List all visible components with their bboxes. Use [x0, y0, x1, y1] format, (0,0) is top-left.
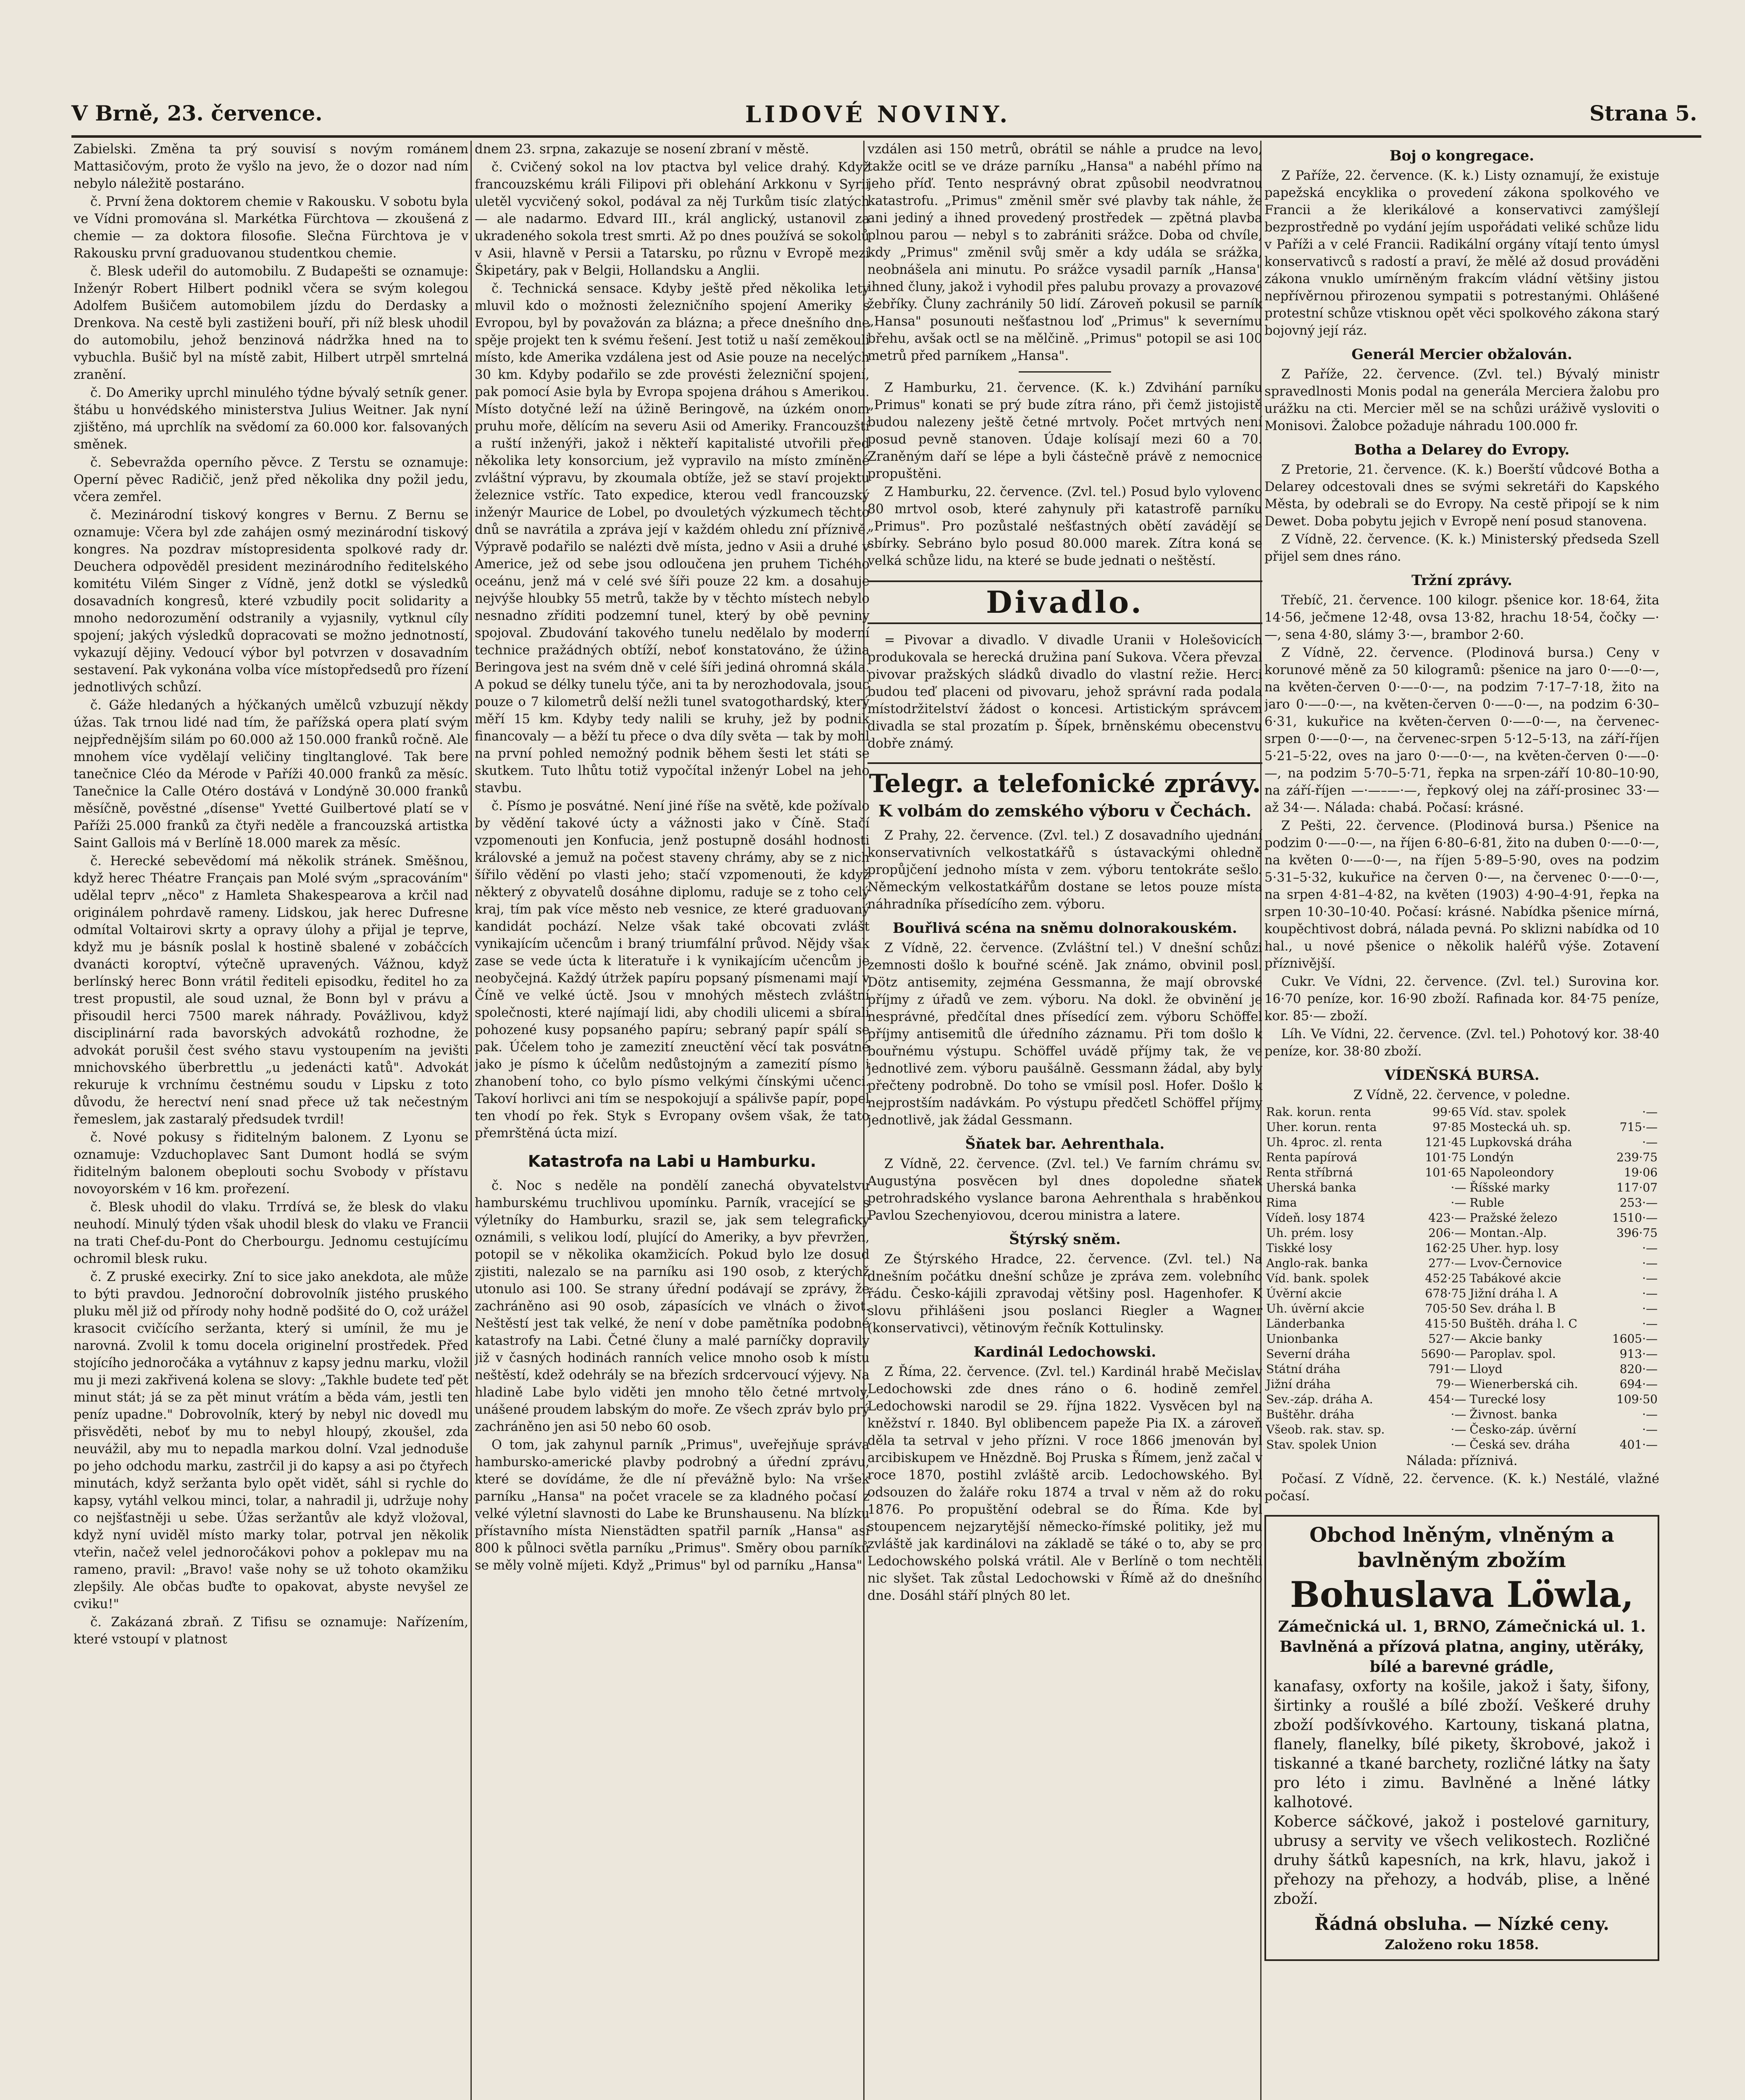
- article-text: č. Do Ameriky uprchl minulého týdne bývalý setník gener. štábu u honvédského ministerstva Julius Weitner. Jak nyní zjištěno, má uprchlík na svědomí za 60.000 kor. falsovaných směnek.: [74, 386, 468, 452]
- stock-price: ·—: [1642, 1256, 1658, 1270]
- article-text: Ze Štýrského Hradce, 22. července. (Zvl. tel.) Na dnešním počátku dnešní schůze je zpráva zem. volebního řádu. Česko-kájili zpravodaj většiny posl. Hagenhofer. K slovu přihlášeni jsou poslanci Riegler a Wagner (konservativci), větinovým řečník Kottulinsky.: [867, 1252, 1262, 1336]
- stock-price: 79·—: [1435, 1377, 1466, 1391]
- article-text: č. Zakázaná zbraň. Z Tifisu se oznamuje: Nařízením, které vstoupí v platnost: [74, 1615, 468, 1647]
- stock-name: Vídeň. losy 1874: [1266, 1211, 1365, 1225]
- stock-price: ·—: [1642, 1407, 1658, 1421]
- article-text: č. Herecké sebevědomí má několik stránek. Směšnou, když herec Théatre Français pan Molé svým „spracováním" udělal teprv „něco" z Hamleta Shakespearova a krčil nad originálem pohrdavě rameny. Lidskou, jak herec Dufresne odmítal Voltairovi skrty a opravy úlohy a přijal je teprve, když mu je básník poslal k hostině sbalené v zobáčcích dvanácti koroptví, výtečně upravených. Vážnou, když berlínský herec Bonn vrátil řediteli episodku, ředitel ho za trest propustil, ale soud uznal, že Bonn byl v právu a přisoudil herci 7500 marek náhrady. Povážlivou, když disciplinární rada bavorských advokátů rozhodne, že advokát porušil čest svého stavu vystoupením na jevišti mnichovského überbrettlu „u jedenácti katů". Advokát rekuruje k vrchnímu čestnému soudu v Lipsku z toto důvodu, že herectví není snad přece už tak nečestným řemeslem, jak zastaralý předsudek tvrdil!: [74, 854, 468, 1127]
- subheading: Kardinál Ledochowski.: [973, 1344, 1156, 1360]
- stock-price: ·—: [1451, 1438, 1466, 1452]
- column-1: [74, 141, 468, 2100]
- stock-name: Jižní dráha l. A: [1469, 1286, 1558, 1300]
- stock-name: Všeob. rak. stav. sp.: [1266, 1423, 1385, 1436]
- stock-name: Renta papírová: [1266, 1150, 1357, 1164]
- stock-row: [1264, 1256, 1659, 1271]
- stock-name: Sev. dráha l. B: [1469, 1302, 1556, 1315]
- article-text: č. Noc s neděle na pondělí zanechá obyvatelstvu hamburskému truchlivou upomínku. Parník, vracející se s výletníky do Hamburku, srazil se, jak sem telegraficky oznámili, s velikou lodí, plující do Ameriky, a byv převržen, potopil se v několika okamžicích. Pokud bylo lze dosud zjistiti, nalezalo se na parníku asi 190 osob, z kterýchž utonulo asi 100. Se strany úřední podávají se zprávy, že zachráněno asi 90 osob, zápasících ve vlnách o život. Neštěstí jest tak velké, že není v dobe pamětníka podobné katastrofy na Labi. Četné čluny a malé parníčky dopravily již v časných hodinách ranních velice mnoho osob k místu neštěstí, kdež odehrály se na březích srdcervoucí výjevy. Na hladině Labe bylo viděti jen mnoho tělo četné mrtvoly, unášené proudem labským do moře. Ze všech zpráv bylo prý zachráněno jen asi 50 nebo 60 osob.: [475, 1179, 870, 1434]
- stock-price: 423·—: [1428, 1211, 1466, 1225]
- stock-name: Uh. prém. losy: [1266, 1226, 1353, 1240]
- ad-company-name: Bohuslava Löwla,: [1290, 1574, 1634, 1615]
- stock-price: 415·50: [1425, 1317, 1466, 1331]
- article-text: č. Nové pokusy s řiditelným balonem. Z Lyonu se oznamuje: Vzduchoplavec Sant Dumont hodlá se svým řiditelným balonem obeplouti sochu Svobody v přístavu novoyorském v 16 km. prořezení.: [74, 1130, 468, 1197]
- ad-line: Bavlněná a přízová platna, anginy, utěráky,: [1280, 1638, 1644, 1656]
- header-date: V Brně, 23. července.: [71, 101, 323, 126]
- stock-name: Uher. korun. renta: [1266, 1120, 1377, 1134]
- stock-name: Víd. bank. spolek: [1266, 1271, 1369, 1285]
- stock-price: 162·25: [1425, 1241, 1466, 1255]
- stock-row: [1264, 1150, 1659, 1165]
- stock-name: Rima: [1266, 1196, 1297, 1210]
- stock-price: 253·—: [1619, 1196, 1658, 1210]
- stock-row: [1264, 1331, 1659, 1347]
- stock-price: ·—: [1642, 1241, 1658, 1255]
- article-text: Líh. Ve Vídni, 22. července. (Zvl. tel.) Pohotový kor. 38·40 peníze, kor. 38·80 zboží.: [1264, 1027, 1659, 1059]
- stock-price: ·—: [1642, 1302, 1658, 1315]
- subheading: Šňatek bar. Aehrenthala.: [965, 1136, 1165, 1152]
- stock-name: Akcie banky: [1469, 1332, 1543, 1346]
- stock-row: [1264, 1135, 1659, 1150]
- article-text: Z Říma, 22. července. (Zvl. tel.) Kardinál hrabě Mečislav Ledochowski zde dnes ráno o 6. hodině zemřel. Ledochowski narodil se 29. října 1822. Vysvěcen byl na kněžství r. 1840. Byl oblibencem papeže Pia IX. a zároveň děla ta setrval v jeho přízni. V roce 1866 jmenován byl arcibiskupem ve Hnězdně. Boj Pruska s Římem, jenž začal v roce 1870, postihl zvláště arcib. Ledochowského. Byl odsouzen do žaláře roku 1874 a trval v něm až do roku 1876. Po propuštění odebral se do Říma. Kde byl stoupencem nejzarytější německo-římské politiky, jež mu zvláště jak kardinálovi na základě se táké o to, aby se pro Ledochowského polská vrátil. Ale v Berlíně o tom nechtěli nic slyšet. Tak zůstal Ledochowski v Římě až do dnešního dne. Dosáhl stáří plných 80 let.: [867, 1365, 1262, 1603]
- stock-name: Tabákové akcie: [1469, 1271, 1561, 1285]
- stock-row: [1264, 1241, 1659, 1256]
- stock-name: Úvěrní akcie: [1266, 1286, 1342, 1300]
- stock-row: [1264, 1286, 1659, 1301]
- stock-name: Paroplav. spol.: [1469, 1347, 1556, 1361]
- article-text: Z Vídně, 22. července. (K. k.) Ministerský předseda Szell přijel sem dnes ráno.: [1264, 532, 1659, 564]
- stock-price: 206·—: [1428, 1226, 1466, 1240]
- weather-text: Počasí. Z Vídně, 22. července. (K. k.) Nestálé, vlažné počasí.: [1264, 1472, 1659, 1504]
- stock-name: Ruble: [1469, 1196, 1504, 1210]
- stock-name: Turecké losy: [1469, 1392, 1546, 1406]
- stock-price: 109·50: [1616, 1392, 1658, 1406]
- stock-price: 99·65: [1432, 1105, 1466, 1119]
- stock-price: 715·—: [1619, 1120, 1658, 1134]
- subheading: Botha a Delarey do Evropy.: [1354, 441, 1570, 458]
- divider: [1019, 371, 1111, 373]
- stock-price: 396·75: [1616, 1226, 1658, 1240]
- article-text: Z Paříže, 22. července. (K. k.) Listy oznamují, že existuje papežská encyklika o provedení zákona spolkového ve Francii a že klerikálové a konservativci zamýšlejí bezprostředně po vydání jejím uspořádati veliké schůze lidu v Paříži a v celé Francii. Radikální orgány vítají tento úmysl konservativců s radostí a praví, že mělé až dosud prováděni zákona vnuklo umírněným frakcím vládní většiny jistou nepřívěrnou přirozenou sympatii s potrestanými. Ohlášené protestní schůze vtisknou opět věci spolkového zákona starý bojovný její ráz.: [1264, 168, 1659, 338]
- stock-price: 5690·—: [1421, 1347, 1466, 1361]
- ad-line: Obchod lněným, vlněným a bavlněným zbožím: [1309, 1523, 1614, 1572]
- column-divider: [470, 141, 472, 2100]
- stock-name: Rak. korun. renta: [1266, 1105, 1372, 1119]
- stock-row: [1264, 1105, 1659, 1120]
- article-text: Cukr. Ve Vídni, 22. července. (Zvl. tel.) Surovina kor. 16·70 peníze, kor. 16·90 zboží. Rafinada kor. 84·75 peníze, kor. 85·— zboží.: [1264, 974, 1659, 1024]
- stock-price: 97·85: [1432, 1120, 1466, 1134]
- stock-name: Länderbanka: [1266, 1317, 1345, 1331]
- stock-name: Státní dráha: [1266, 1362, 1340, 1376]
- article-text: Z Hamburku, 22. července. (Zvl. tel.) Posud bylo vyloveno 80 mrtvol osob, které zahynuly při katastrofě parníku „Primus". Pro pozůstalé nešťastných obětí zavádějí se sbírky. Sebráno bylo posud 80.000 marek. Zítra koná se velká schůze lidu, na které se bude jednati o neštěstí.: [867, 485, 1262, 568]
- bursa-mood: Nálada: příznivá.: [1406, 1454, 1518, 1468]
- stock-price: 705·50: [1425, 1302, 1466, 1315]
- article-text: Z Vídně, 22. července. (Zvl. tel.) Ve farním chrámu sv. Augustýna posvěcen byl dnes dopoledne sňatek petrohradského vyslance barona Aehrenthala s hraběnkou Pavlou Szechenyiovou, dcerou ministra a latere.: [867, 1157, 1262, 1223]
- article-text: vzdálen asi 150 metrů, obrátil se náhle a prudce na levo, takže ocitl se ve dráze parníku „Hansa" a nabéhl přímo na jeho příď. Tento nesprávný obrat způsobil neodvratnou katastrofu. „Primus" změnil směr své plavby tak náhle, že ani jediný a ihned provedený prostředek — zpětná plavba plnou parou — nebyl s to zabrániti srážce. Doba od chvíle, kdy „Primus" změnil svůj směr a kdy udála se srážka, neobnášela ani minutu. Po srážce vysadil parník „Hansa" ihned čluny, jakož i vyhodil přes palubu provazy a provazové žebříky. Čluny zachránily 50 lidí. Zároveň pokusil se parník „Hansa" posunouti nešťastnou loď „Primus" k severnímu břehu, avšak octl se na mělčině. „Primus" potopil se asi 100 metrů před parníkem „Hansa".: [867, 142, 1262, 363]
- newspaper-title: LIDOVÉ NOVINY.: [745, 101, 1011, 128]
- stock-price: 401·—: [1619, 1438, 1658, 1452]
- stock-price: ·—: [1642, 1135, 1658, 1149]
- stock-price: ·—: [1642, 1317, 1658, 1331]
- stock-price: 101·65: [1425, 1166, 1466, 1179]
- stock-price: 101·75: [1425, 1150, 1466, 1164]
- stock-name: Sev.-záp. dráha A.: [1266, 1392, 1373, 1406]
- section-heading-divadlo: Divadlo.: [867, 580, 1262, 624]
- stock-price: 277·—: [1428, 1256, 1466, 1270]
- stock-name: Víd. stav. spolek: [1469, 1105, 1566, 1119]
- stock-name: Lvov-Černovice: [1469, 1256, 1562, 1270]
- stock-name: Wienerberská cih.: [1469, 1377, 1578, 1391]
- stock-name: Uher. hyp. losy: [1469, 1241, 1559, 1255]
- stock-price: 913·—: [1619, 1347, 1658, 1361]
- stock-price: 820·—: [1619, 1362, 1658, 1376]
- article-text: č. Z pruské execirky. Zní to sice jako anekdota, ale může to býti pravdou. Jednoroční dobrovolník jistého pruského pluku měl již od přírody nohy hodně podšité do O, což urážel krasocit cvičícího seržanta, který si umínil, že mu je narovná. Zvolil k tomu docela originelní prostředek. Před stojícího jednoročáka a vytáhnuv z kapsy jednu marku, vložil mu ji mezi zakřivená kolena se slovy: „Takhle budete teď pět minut stát; já se za pět minut vrátím a běda vám, jestli ten peníz upadne." Dobrovolník, který by nebyl nic dovedl mu přisvěděti, neboť by mu to nebyl hloupý, zkoušel, zda neuvážil, aby mu to nepadla markou dolní. Vzal jednoduše po jeho odchodu marku, zastrčil ji do kapsy a asi po čtyřech minutách, když seržanta bylo opět vidět, sáhl si rychle do kapsy, vytáhl velkou minci, tolar, a nahradil ji, udržuje nohy co nejšťastněji u sebe. Úžas seržantův ale když vložoval, když nyní uviděl místo marky tolar, potrval jen několik vteřin, načež velel jednoročákovi pohov a poklepav mu na rameno, pravil: „Bravo! vaše nohy se už tohoto okamžiku zlepšily. Ale občas buďte to opakovat, abyste nevyšel ze cviku!": [74, 1270, 468, 1612]
- stock-row: [1264, 1210, 1659, 1226]
- article-text: č. Blesk uhodil do vlaku. Trrdívá se, že blesk do vlaku neuhodí. Minulý týden však uhodil blesk do vlaku ve Francii na trati Chef-du-Pont do Cherbourgu. Jednomu cestujícímu ochromil blesk ruku.: [74, 1200, 468, 1266]
- subheading: Boj o kongregace.: [1389, 147, 1535, 164]
- stock-table: [1264, 1105, 1659, 1452]
- stock-price: ·—: [1642, 1105, 1658, 1119]
- article-text: č. Mezinárodní tiskový kongres v Bernu. Z Bernu se oznamuje: Včera byl zde zahájen osmý mezinárodní tiskový kongres. Na pozdrav místopresidenta spolkové rady dr. Deuchera odpověděl president mezinárodního ředitelského komitétu Vilém Singer z Vídně, jenž dotkl se výsledků dosavadních kongresů, které vzbudily pocit solidarity a mnoho nedorozumění odstranily a vyjasnily, vytknul cíly spojení; jakých výsledků dopracovati se možno jednotností, vykazují dějiny. Vedoucí výbor byl potvrzen v dosavadním sestavení. Pak vykonána volba více místopředsedů pro řízení jednotlivých schůzí.: [74, 508, 468, 695]
- page-header: [42, 101, 1714, 134]
- stock-price: 791·—: [1428, 1362, 1466, 1376]
- stock-name: Lloyd: [1469, 1362, 1503, 1376]
- column-3: [867, 141, 1262, 2100]
- stock-price: 1605·—: [1612, 1332, 1658, 1346]
- section-heading: Katastrofa na Labi u Hamburku.: [528, 1152, 817, 1171]
- stock-price: 117·07: [1616, 1181, 1658, 1194]
- subheading-market: Tržní zprávy.: [1411, 572, 1512, 589]
- article-text: Třebíč, 21. července. 100 kilogr. pšenice kor. 18·64, žita 14·56, ječmene 12·48, ovsa 13·82, hrachu 18·54, čočky —·—, sena 4·80, slámy 3·—, brambor 2·60.: [1264, 593, 1659, 642]
- article-text: Zabielski. Změna ta prý souvisí s novým románem Mattasičovým, proto že vyšlo na jevo, že o dozor nad ním nebylo náležitě postaráno.: [74, 142, 468, 191]
- ad-body: kanafasy, oxforty na košile, jakož i šaty, šifony, širtinky a roušlé a bílé zboží. Veškeré druhy zboží podšívkového. Kartouny, tiskaná platna, flanely, flanelky, bílé pikety, škrobové, jakož i tiskanné a tkané barchety, rozličné látky na šaty pro léto i zimu. Bavlněné a lněné látky kalhotové.: [1274, 1678, 1650, 1811]
- stock-price: 694·—: [1619, 1377, 1658, 1391]
- stock-name: Unionbanka: [1266, 1332, 1338, 1346]
- stock-row: [1264, 1271, 1659, 1286]
- stock-name: Londýn: [1469, 1150, 1514, 1164]
- subheading: Bouřlivá scéna na sněmu dolnorakouském.: [893, 920, 1237, 937]
- page-number: Strana 5.: [1589, 101, 1697, 126]
- stock-price: ·—: [1451, 1196, 1466, 1210]
- stock-row: [1264, 1120, 1659, 1135]
- stock-name: Uh. 4proc. zl. renta: [1266, 1135, 1382, 1149]
- article-text: Z Pešti, 22. července. (Plodinová bursa.) Pšenice na podzim 0·—–0·—, na říjen 6·80–6·81, žito na duben 0·—–0·—, na květen 0·—–0·—, na říjen 5·89–5·90, oves na podzim 5·31–5·32, kukuřice na červen 0·—, na červenec 0·—–0·—, na srpen 4·81–4·82, na květen (1903) 4·90–4·91, řepka na srpen 10·30–10·40. Počasí: krásné. Nabídka pšenice mírná, koupěchtivost dobrá, nálada pevná. Po sklizni nabídka od 10 hal., u nové pšenice o několik haléřů výše. Zotavení příznivější.: [1264, 819, 1659, 971]
- ad-founded: Založeno roku 1858.: [1385, 1937, 1539, 1953]
- stock-row: [1264, 1316, 1659, 1331]
- stock-name: Severní dráha: [1266, 1347, 1351, 1361]
- stock-row: [1264, 1180, 1659, 1195]
- stock-row: [1264, 1392, 1659, 1407]
- stock-name: Pražské železo: [1469, 1211, 1558, 1225]
- stock-name: Renta stříbrná: [1266, 1166, 1353, 1179]
- article-text: Z Pretorie, 21. července. (K. k.) Boerští vůdcové Botha a Delarey odcestovali dnes se svými sekretáři do Kapského Města, by odebrali se do Evropy. Na cestě připojí se k nim Dewet. Doba pobytu jejich v Evropě není posud stanovena.: [1264, 462, 1659, 529]
- stock-price: 121·45: [1425, 1135, 1466, 1149]
- stock-name: Stav. spolek Union: [1266, 1438, 1377, 1452]
- stock-name: Montan.-Alp.: [1469, 1226, 1547, 1240]
- stock-name: Buštěhr. dráha: [1266, 1407, 1354, 1421]
- article-text: Z Vídně, 22. července. (Zvláštní tel.) V dnešní schůzi zemnosti došlo k bouřné scéně. Jak známo, obvinil posl. Dötz antisemity, zejména Gessmanna, že mají obrovské příjmy z úřadů ve zem. výboru. Na dokl. že obvinění je nesprávné, předčítal dnes přísedící zem. výboru Schöffel příjmy antisemitů dle úředního záznamu. Při tom došlo k bouřnému výstupu. Schöffel uvádě příjmy tak, že ve jednotlivé zem. výboru paušálně. Gessmann žádal, aby byly přečteny podrobně. Do toho se vmísil posl. Hofer. Došlo k nejprostším nadávkám. Po výstupu předčetl Schöffel příjmy jednotlivě, jak žádal Gessmann.: [867, 941, 1262, 1128]
- stock-name: Česko-záp. úvěrní: [1469, 1423, 1577, 1436]
- article-text: č. Gáže hledaných a hýčkaných umělců vzbuzují někdy úžas. Tak trnou lidé nad tím, že pařížská opera platí svým nejpřednějším silám po 60.000 až 150.000 franků ročně. Ale mnohem více vydělají veličiny tingltanglové. Tak bere tanečnice Cléo da Mérode v Paříži 40.000 franků za měsíc. Tanečnice la Calle Otéro dostává v Londýně 30.000 franků měsíčně, pověstné „dísense" Yvetté Guilbertové platí se v Paříži 25.000 franků za čtyři neděle a francouzská artistka Saint Gallois má v Berlíně 18.000 marek za měsíc.: [74, 698, 468, 850]
- stock-price: ·—: [1451, 1423, 1466, 1436]
- article-text: = Pivovar a divadlo. V divadle Uranii v Holešovicích produkovala se herecká družina paní Sukova. Včera převzal pivovar pražských sládků divadlo do vlastní režie. Herci budou teď placeni od pivovaru, jehož správní rada podala místodržitelství žádost o koncesi. Artistickým správcem divadla se stal prozatím p. Šípek, brněnskému obecenstvu dobře známý.: [867, 633, 1262, 751]
- stock-row: [1264, 1195, 1659, 1210]
- stock-price: 239·75: [1616, 1150, 1658, 1164]
- article-text: č. Sebevražda operního pěvce. Z Terstu se oznamuje: Operní pěvec Radičič, jenž před několika dny požil jedu, včera zemřel.: [74, 455, 468, 504]
- advertisement: [1264, 1515, 1659, 1961]
- stock-price: ·—: [1451, 1181, 1466, 1194]
- stock-row: [1264, 1437, 1659, 1452]
- stock-name: Mostecká uh. sp.: [1469, 1120, 1571, 1134]
- ad-slogan: Řádná obsluha. — Nízké ceny.: [1314, 1914, 1609, 1934]
- stock-price: ·—: [1642, 1286, 1658, 1300]
- stock-name: Anglo-rak. banka: [1266, 1256, 1368, 1270]
- section-heading-telegr: Telegr. a telefonické zprávy.: [867, 762, 1262, 799]
- article-text: Z Hamburku, 21. července. (K. k.) Zdvihání parníku „Primus" konati se prý bude zítra ráno, při čemž jistojistě budou nalezeny ještě četné mrtvoly. Počet mrtvých není posud pevně stanoven. Údaje kolísají mezi 60 a 70. Zraněným daří se lépe a byli částečně právě z nemocnice propuštěni.: [867, 381, 1262, 481]
- stock-name: Jižní dráha: [1266, 1377, 1331, 1391]
- stock-price: ·—: [1642, 1423, 1658, 1436]
- stock-name: Říšské marky: [1469, 1181, 1550, 1194]
- column-4: [1264, 141, 1659, 2100]
- stock-row: [1264, 1422, 1659, 1437]
- stock-row: [1264, 1301, 1659, 1316]
- stock-name: Uherská banka: [1266, 1181, 1356, 1194]
- bursa-date: Z Vídně, 22. července, v poledne.: [1353, 1088, 1571, 1102]
- stock-row: [1264, 1165, 1659, 1180]
- article-text: č. Cvičený sokol na lov ptactva byl velice drahý. Když francouzskému králi Filipovi při oblehání Arkkonu v Syrii uletěl vycvičený sokol, podával za něj Turkům tisíc zlatých — ale nadarmo. Edvard III., král anglický, ustanovil za ukradeného sokola trest smrti. Až po dnes používá se sokolů v Asii, hlavně v Persii a Tatarsku, po různu v Evropě mezi Škipetáry, pak v Belgii, Hollandsku a Anglii.: [475, 160, 870, 278]
- stock-price: 1510·—: [1612, 1211, 1658, 1225]
- article-text: O tom, jak zahynul parník „Primus", uveřejňuje správa hambursko-americké plavby podrobný a úřední zprávu, které se dovídáme, že dle ní převážně bylo: Na vršek parníku „Hansa" na počet vracele se za kladného počasí z velké výletní slavnosti do Labe ke Brunshausenu. Na blízku přístavního místa Nienstädten spatřil parník „Hansa" asi 800 k půlnoci světla parníku „Primus". Směry obou parníků se měly volně míjeti. Když „Primus" byl od parníku „Hansa": [475, 1438, 870, 1573]
- article-text: č. Písmo je posvátné. Není jiné říše na světě, kde požívalo by vědění takové úcty a vážnosti jako v Číně. Stačí vzpomenouti jen Konfucia, jenž postupně dosáhl hodnosti královské a jemuž na počest staveny chrámy, aby se z nich šířilo vědění po vlasti jeho; stačí vzpomenouti, že když některý z obyvatelů dosáhne diplomu, raduje se z toho celý kraj, tím pak více město neb vesnice, ze které graduovaný kandidát pochází. Nelze však také obcovati zvlášt vynikajícím učencům i braný triumfální průvod. Nějdy však zase se vede úcta k literatuře i k vynikajícím učencům je neobyčejná. Každý útržek papíru popsaný písmenami mají v Číně ve velké úctě. Jsou v mnohých městech zvláštní společnosti, které najímají lidi, aby chodili ulicemi a sbírali pohozené kusy popsaného papíru; sebraný papír spálí se pak. Účelem toho je zamezití zneuctění věcí tak posvátné jako je písmo k účelům nedůstojným a zamezití písmo i zhanobení toho, co bylo písmo velkými čínskými učenci. Takoví horlivci ani tím se nespokojují a spálivše papír, popel ten vhodí po řek. Styk s Evropany ovšem však, že tato přemrštěná úcta mizí.: [475, 799, 870, 1141]
- ad-line: bílé a barevné grádle,: [1369, 1658, 1554, 1676]
- subheading-bursa: VÍDEŇSKÁ BURSA.: [1384, 1067, 1540, 1084]
- stock-name: Uh. úvěrní akcie: [1266, 1302, 1364, 1315]
- stock-row: [1264, 1362, 1659, 1377]
- stock-price: 19·06: [1624, 1166, 1658, 1179]
- stock-name: Buštěh. dráha l. C: [1469, 1317, 1577, 1331]
- article-text: č. Technická sensace. Kdyby ještě před několika lety mluvil kdo o možnosti železničního spojení Ameriky s Evropou, byl by považován za blázna; a přece dnešního dne spěje projekt ten k svému řešení. Jest totiž u naší zeměkouli místo, kde Amerika vzdálena jest od Asie pouze na necelých 30 km. Kdyby podařilo se zde provésti železniční spojení, pak pomocí Asie byla by Evropa spojena dráhou s Amerikou. Místo dotyčné leží na úžině Beringově, na úzkém onom pruhu moře, dělícím na severu Asii od Ameriky. Francouzští a ruští inženýři, jakož i někteří kapitalisté utvořili před několika lety konsorcium, jež vypravilo na místo zmíněné zvláštní výpravu, by zkoumala obtíže, jež se staví projektu železnice vstříc. Tato expedice, kterou vedl francouzský inženýr Maurice de Lobel, po dvouletých výzkumech těchto dnů se navrátila a zpráva její v každém ohledu zní příznivě. Výpravě podařilo se nalézti dvě místa, jedno v Asii a druhé v Americe, jež od sebe jsou odloučena jen pruhem Tichého oceánu, jenž má v celé své šíři pouze 22 km. a dosahuje nejvýše hloubky 55 metrů, takže by v těchto místech nebylo nesnadno zříditi podzemní tunel, který by obě pevniny spojoval. Zbudování takového tunelu nedělalo by moderní technice pražádných obtíží, neboť konstatováno, že úžina Beringova jest na svém dně v celé šíři jediná ohromná skála. A pokud se délky tunelu týče, ani ta by nerozhodovala, jsouc pouze o 7 kilometrů delší nežli tunel svatogothardský, který měří 15 km. Kdyby tedy nalili se kruhy, jež by podnik financovaly — a běží tu přece o dva díly světa — tak by mohl na první pohled nemožný podnik během šesti let státi se skutkem. Tuto lhůtu totiž vypočítal inženýr Lobel na jeho stavbu.: [475, 281, 870, 795]
- article-text: Z Vídně, 22. července. (Plodinová bursa.) Ceny v korunové měně za 50 kilogramů: pšenice na jaro 0·—–0·—, na květen-červen 0·—–0·—, na podzim 7·17–7·18, žito na jaro 0·—–0·—, na květen-červen 0·—–0·—, na podzim 6·30–6·31, kukuřice na květen-červen 0·—–0·—, na červenec-srpen 0·—–0·—, na červenec-srpen 5·12–5·13, na září-říjen 5·21–5·22, oves na jaro 0·—–0·—, na květen-červen 0·—–0·—, na podzim 5·70–5·71, řepka na srpen-září 10·80–10·90, na září-říjen —·—–—·—, řepkový olej na září-prosinec 33·— až 34·—. Nálada: chabá. Počasí: krásné.: [1264, 646, 1659, 815]
- stock-row: [1264, 1347, 1659, 1362]
- article-text: Z Paříže, 22. července. (Zvl. tel.) Bývalý ministr spravedlnosti Monis podal na generála Merciera žalobu pro urážku na cti. Mercier měl se na schůzi uráživě vysloviti o Monisovi. Žalobce požaduje náhradu 100.000 fr.: [1264, 367, 1659, 433]
- stock-price: 454·—: [1428, 1392, 1466, 1406]
- stock-name: Tiskké losy: [1266, 1241, 1332, 1255]
- header-rule: [71, 135, 1701, 138]
- stock-row: [1264, 1377, 1659, 1392]
- column-2: [475, 141, 870, 2100]
- stock-name: Lupkovská dráha: [1469, 1135, 1572, 1149]
- stock-row: [1264, 1407, 1659, 1422]
- stock-price: ·—: [1451, 1407, 1466, 1421]
- stock-name: Napoleondory: [1469, 1166, 1554, 1179]
- stock-price: 678·75: [1425, 1286, 1466, 1300]
- stock-price: 527·—: [1428, 1332, 1466, 1346]
- article-text: dnem 23. srpna, zakazuje se nosení zbraní v městě.: [475, 142, 809, 157]
- article-text: č. Blesk udeřil do automobilu. Z Budapešti se oznamuje: Inženýr Robert Hilbert podnikl včera se svým kolegou Adolfem Bušičem automobilem jízdu do Derdasky a Drenkova. Na cestě byli zastiženi bouří, při níž blesk uhodil do automobilu, jehož benzinová nádržka hned na to vybuchla. Bušič byl na místě zabit, Hilbert utrpěl smrtelná zranění.: [74, 264, 468, 382]
- subheading: K volbám do zemského výboru v Čechách.: [878, 801, 1252, 820]
- stock-price: ·—: [1642, 1271, 1658, 1285]
- stock-name: Česká sev. dráha: [1469, 1438, 1570, 1452]
- subheading: Generál Mercier obžalován.: [1351, 346, 1572, 363]
- stock-price: 452·25: [1425, 1271, 1466, 1285]
- ad-body: Koberce sáčkové, jakož i postelové garnitury, ubrusy a servity ve všech velikostech. Rozličné druhy šátků kapesních, na krk, hlavu, jakož i přehozy na přehozy, a hodváb, plise, a lněné zboží.: [1274, 1813, 1650, 1908]
- ad-address: Zámečnická ul. 1, BRNO, Zámečnická ul. 1.: [1278, 1618, 1646, 1635]
- article-text: č. První žena doktorem chemie v Rakousku. V sobotu byla ve Vídni promována sl. Markétka Fürchtova — zkoušená z chemie — za doktora filosofie. Slečna Fürchtova je v Rakousku první graduovanou studentkou chemie.: [74, 194, 468, 261]
- article-text: Z Prahy, 22. července. (Zvl. tel.) Z dosavadního ujednání konservativních velkostatkářů s ústavackými ohledně propůjčení jednoho místa v zem. výboru tentokráte sešlo. Německým velkostatkářům dostane se letos pouze místa náhradníka přísedícího zem. výboru.: [867, 828, 1262, 912]
- stock-name: Živnost. banka: [1469, 1407, 1558, 1421]
- subheading: Štýrský sněm.: [1009, 1231, 1121, 1248]
- stock-row: [1264, 1226, 1659, 1241]
